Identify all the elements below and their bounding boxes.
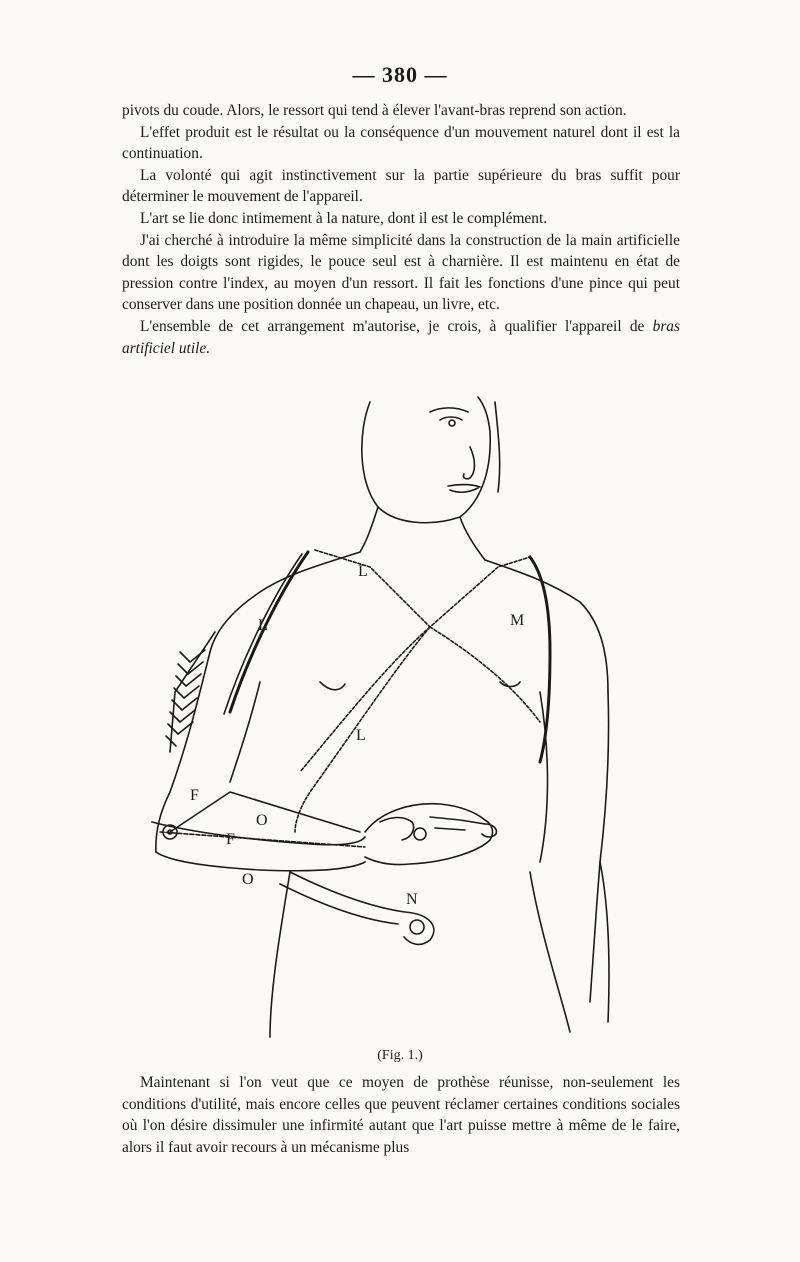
label-O-lower: O	[242, 871, 254, 888]
label-L-left: L	[258, 617, 268, 634]
figure-caption: (Fig. 1.)	[377, 1048, 423, 1063]
paragraph: J'ai cherché à introduire la même simplicité dans la construction de la main artificielle dont les doigts sont rigides, le pouce seul est à charnière. Il est maintenu en état de pression contre l'index, au moyen d'un ressort. Il fait les fonctions d'une pince qui peut conserver dans une position donnée un chapeau, un livre, etc.	[122, 231, 680, 314]
body-text-top	[122, 100, 680, 359]
prosthetic-arm-illustration	[130, 392, 690, 1042]
body-text-bottom	[122, 1072, 680, 1158]
paragraph	[122, 316, 680, 359]
label-M: M	[510, 612, 525, 629]
label-L-top: L	[358, 563, 368, 580]
label-N: N	[406, 891, 418, 908]
paragraph: L'effet produit est le résultat ou la conséquence d'un mouvement naturel dont il est la continuation.	[122, 123, 680, 163]
paragraph: La volonté qui agit instinctivement sur la partie supérieure du bras suffit pour déterminer le mouvement de l'appareil.	[122, 166, 680, 206]
label-L-middle: L	[356, 727, 366, 744]
paragraph: L'art se lie donc intimement à la nature, dont il est le complément.	[140, 209, 548, 227]
paragraph: Maintenant si l'on veut que ce moyen de prothèse réunisse, non-seulement les conditions d'utilité, mais encore celles que peuvent réclamer certaines conditions sociales où l'on désire dissimuler une infirmité autant que l'art puisse mettre à même de le faire, alors il faut avoir recours à un mécanisme plus	[122, 1074, 680, 1156]
page-number: — 380 —	[352, 62, 448, 87]
italic-phrase: bras artificiel utile.	[122, 317, 680, 357]
label-O-upper: O	[256, 812, 268, 829]
paragraph-text: L'ensemble de cet arrangement m'autorise, je crois, à qualifier l'appareil de	[140, 317, 645, 335]
engraving-figure	[130, 392, 690, 1042]
paragraph: pivots du coude. Alors, le ressort qui tend à élever l'avant-bras reprend son action.	[122, 102, 627, 119]
label-F-upper: F	[190, 787, 199, 804]
label-F-lower: F	[226, 831, 235, 848]
